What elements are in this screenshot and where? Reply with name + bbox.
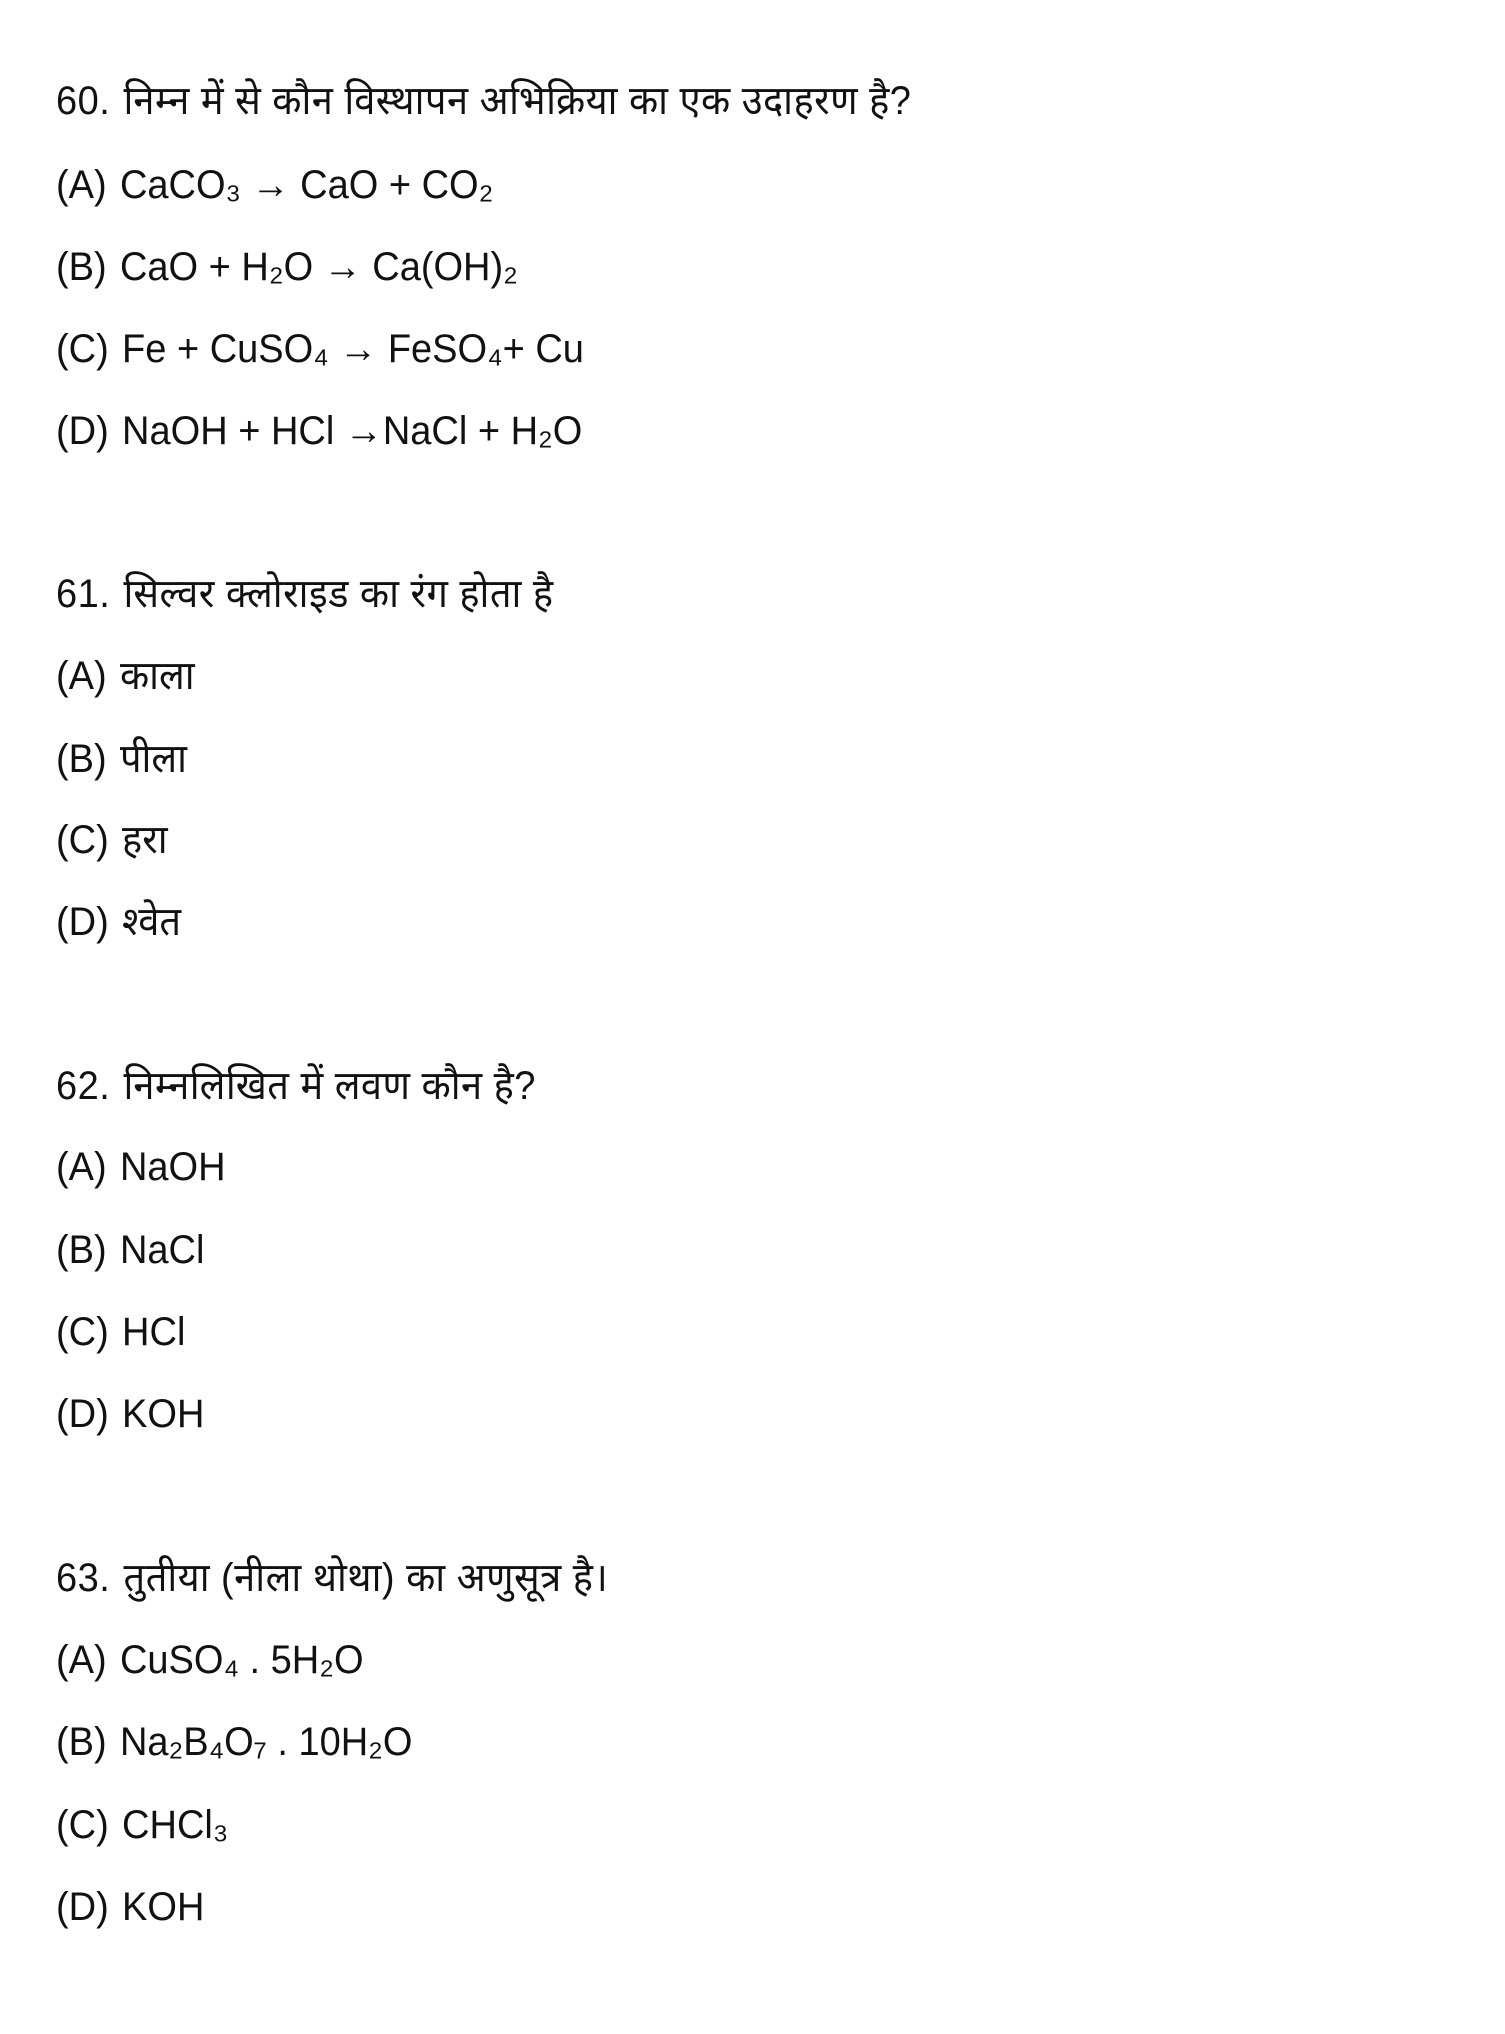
option-label: (C)	[56, 818, 109, 862]
option-label: (B)	[56, 1228, 107, 1272]
option-label: (B)	[56, 737, 107, 781]
question-number: 60.	[56, 79, 111, 123]
option-text: CHCl₃	[122, 1803, 229, 1847]
option-label: (D)	[56, 900, 109, 944]
option-text: KOH	[122, 1392, 205, 1436]
option-label: (B)	[56, 1720, 107, 1764]
option-label: (D)	[56, 1392, 109, 1436]
option-b	[56, 1717, 412, 1767]
option-label: (A)	[56, 654, 107, 698]
option-text: KOH	[122, 1885, 205, 1929]
question-stem: सिल्वर क्लोराइड का रंग होता है	[123, 572, 554, 616]
option-text: काला	[119, 654, 195, 698]
question-text	[56, 569, 554, 619]
option-label: (D)	[56, 409, 109, 453]
option-c	[56, 1307, 185, 1357]
option-a	[56, 160, 493, 210]
option-label: (C)	[56, 1310, 109, 1354]
option-label: (B)	[56, 245, 107, 289]
option-a	[56, 1142, 226, 1192]
option-d	[56, 406, 582, 456]
option-c	[56, 815, 168, 865]
option-b	[56, 734, 187, 784]
option-a	[56, 651, 195, 701]
option-text: NaCl	[119, 1228, 205, 1272]
option-text: HCl	[122, 1310, 186, 1354]
option-a	[56, 1635, 364, 1685]
question-text	[56, 1553, 608, 1603]
option-text: CuSO₄ . 5H₂O	[119, 1638, 364, 1682]
option-text: Na₂B₄O₇ . 10H₂O	[119, 1720, 413, 1764]
option-d	[56, 897, 181, 947]
question-number: 61.	[56, 572, 111, 616]
option-text: पीला	[119, 737, 187, 781]
option-d	[56, 1882, 204, 1932]
option-c	[56, 324, 584, 374]
option-text: CaCO₃ → CaO + CO₂	[119, 163, 494, 207]
option-b	[56, 242, 518, 292]
option-text: श्वेत	[122, 900, 181, 944]
option-text: NaOH + HCl →NaCl + H₂O	[122, 409, 583, 453]
option-text: हरा	[122, 818, 168, 862]
option-text: Fe + CuSO₄ → FeSO₄+ Cu	[122, 327, 584, 371]
question-number: 62.	[56, 1064, 111, 1108]
question-stem: निम्न में से कौन विस्थापन अभिक्रिया का एक उदाहरण है?	[123, 79, 912, 123]
option-c	[56, 1800, 228, 1850]
question-text	[56, 1061, 536, 1111]
option-label: (C)	[56, 327, 109, 371]
option-label: (C)	[56, 1803, 109, 1847]
option-d	[56, 1389, 204, 1439]
option-label: (A)	[56, 1638, 107, 1682]
option-text: CaO + H₂O → Ca(OH)₂	[119, 245, 518, 289]
option-label: (A)	[56, 163, 107, 207]
option-label: (A)	[56, 1145, 107, 1189]
option-label: (D)	[56, 1885, 109, 1929]
question-stem: निम्नलिखित में लवण कौन है?	[123, 1064, 536, 1108]
question-text	[56, 76, 911, 126]
question-number: 63.	[56, 1556, 111, 1600]
option-text: NaOH	[119, 1145, 226, 1189]
question-stem: तुतीया (नीला थोथा) का अणुसूत्र है।	[123, 1556, 609, 1600]
option-b	[56, 1225, 204, 1275]
